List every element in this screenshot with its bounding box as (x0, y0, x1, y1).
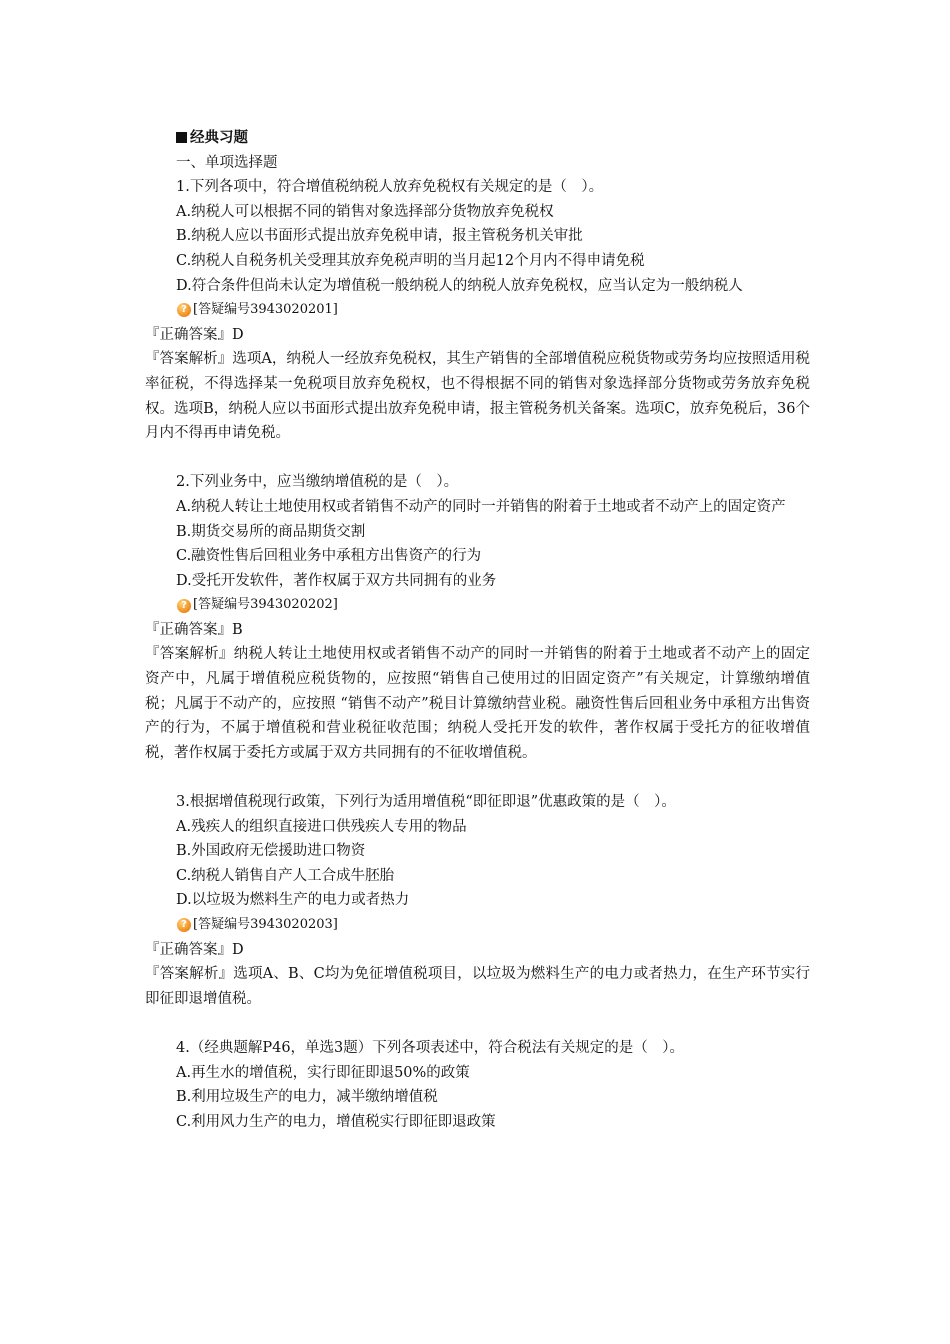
question-2-analysis: 『答案解析』纳税人转让土地使用权或者销售不动产的同时一并销售的附着于土地或者不动产上的固定资产中，凡属于增值税应税货物的，应按照“销售自己使用过的旧固定资产”有关规定，计算缴纳增值税；凡属于不动产的，应按照 “销售不动产”税目计算缴纳营业税。融资性售后回租业务中承租方出售资产的行为，不属于增值税和营业税征收范围；纳税人受托开发的软件，著作权属于受托方的征收增值税，著作权属于委托方或属于双方共同拥有的不征收增值税。 (145, 646, 810, 761)
question-2-option-b: B.期货交易所的商品期货交割 (176, 523, 366, 540)
question-3-option-d: D.以垃圾为燃料生产的电力或者热力 (176, 892, 410, 909)
question-1-analysis: 『答案解析』选项A，纳税人一经放弃免税权，其生产销售的全部增值税应税货物或劳务均应按照适用税率征税，不得选择某一免税项目放弃免税权，也不得根据不同的销售对象选择部分货物或劳务放弃免税权。选项B，纳税人应以书面形式提出放弃免税申请，报主管税务机关备案。选项C，放弃免税后，36个月内不得再申请免税。 (145, 351, 810, 442)
question-3-ask-link[interactable] (145, 913, 810, 938)
question-2-answer: 『正确答案』B (145, 621, 243, 638)
spacer (145, 765, 810, 790)
spacer (145, 446, 810, 471)
exercise-content (145, 126, 810, 1134)
question-3-option-a: A.残疾人的组织直接进口供残疾人专用的物品 (176, 818, 467, 835)
question-mark-icon: ? (177, 599, 191, 613)
question-2-stem: 2.下列业务中，应当缴纳增值税的是（ ）。 (176, 474, 459, 491)
heading-text: 经典习题 (190, 129, 248, 146)
ask-number: [答疑编号3943020203] (193, 917, 338, 932)
square-bullet-icon (176, 132, 187, 143)
section-title: 一、单项选择题 (176, 154, 278, 171)
question-1-ask-link[interactable] (145, 298, 810, 323)
question-3-stem: 3.根据增值税现行政策，下列行为适用增值税“即征即退”优惠政策的是（ ）。 (176, 794, 676, 811)
question-4-option-c: C.利用风力生产的电力，增值税实行即征即退政策 (176, 1113, 496, 1130)
question-3-option-c: C.纳税人销售自产人工合成牛胚胎 (176, 867, 395, 884)
question-1-answer: 『正确答案』D (145, 326, 244, 343)
question-3-analysis: 『答案解析』选项A、B、C均为免征增值税项目，以垃圾为燃料生产的电力或者热力，在生产环节实行即征即退增值税。 (145, 966, 810, 1007)
ask-number: [答疑编号3943020202] (193, 597, 338, 613)
question-1-option-c: C.纳税人自税务机关受理其放弃免税声明的当月起12个月内不得申请免税 (176, 252, 645, 269)
section-heading (145, 126, 810, 151)
spacer (145, 1011, 810, 1036)
question-2-option-a: A.纳税人转让土地使用权或者销售不动产的同时一并销售的附着于土地或者不动产上的固定资产 (176, 498, 786, 515)
question-mark-icon: ? (177, 918, 191, 932)
question-4-option-a: A.再生水的增值税，实行即征即退50%的政策 (176, 1064, 470, 1081)
question-1-stem: 1.下列各项中，符合增值税纳税人放弃免税权有关规定的是（ ）。 (176, 179, 604, 196)
ask-number: [答疑编号3943020201] (193, 302, 338, 318)
question-1-option-d: D.符合条件但尚未认定为增值税一般纳税人的纳税人放弃免税权，应当认定为一般纳税人 (176, 277, 743, 294)
question-3-option-b: B.外国政府无偿援助进口物资 (176, 843, 366, 860)
question-mark-icon: ? (177, 303, 191, 317)
question-2-option-d: D.受托开发软件，著作权属于双方共同拥有的业务 (176, 572, 497, 589)
question-4-option-b: B.利用垃圾生产的电力，减半缴纳增值税 (176, 1089, 438, 1106)
question-3-answer: 『正确答案』D (145, 941, 244, 958)
question-1-option-a: A.纳税人可以根据不同的销售对象选择部分货物放弃免税权 (176, 203, 554, 220)
question-2-ask-link[interactable] (145, 593, 810, 618)
question-4-stem: 4.（经典题解P46，单选3题）下列各项表述中，符合税法有关规定的是（ ）。 (176, 1039, 685, 1056)
question-1-option-b: B.纳税人应以书面形式提出放弃免税申请，报主管税务机关审批 (176, 228, 583, 245)
question-2-option-c: C.融资性售后回租业务中承租方出售资产的行为 (176, 548, 482, 565)
